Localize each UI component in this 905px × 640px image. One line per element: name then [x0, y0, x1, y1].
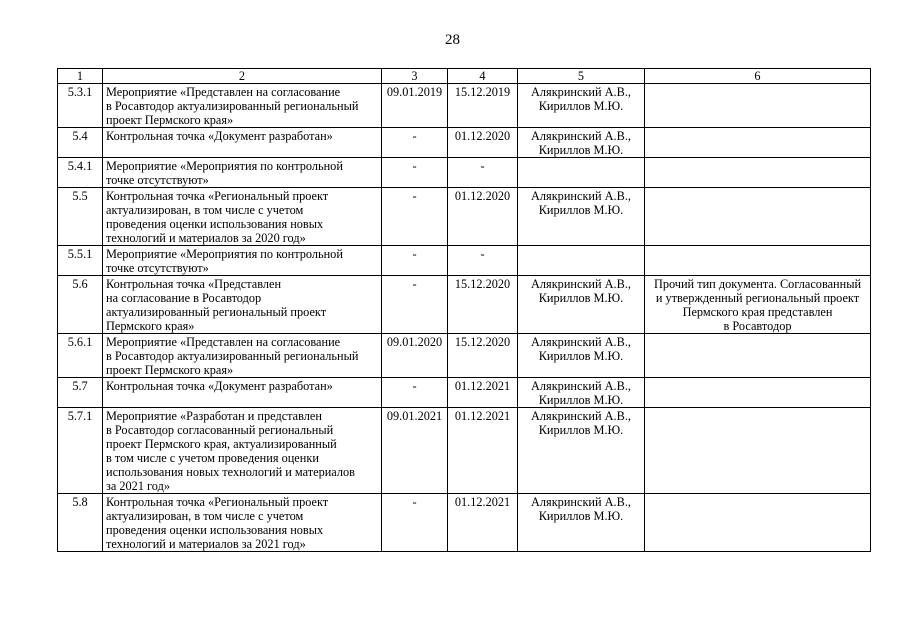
row-number: 5.6.1 — [58, 334, 103, 378]
table-row — [58, 158, 871, 188]
result-note — [645, 408, 871, 494]
end-date: 01.12.2021 — [448, 378, 518, 408]
event-description: Мероприятие «Представлен на согласование в Росавтодор актуализированный региональный проект Пермского края» — [103, 84, 382, 128]
start-date: - — [382, 188, 448, 246]
row-number: 5.5.1 — [58, 246, 103, 276]
table-row — [58, 246, 871, 276]
start-date: 09.01.2019 — [382, 84, 448, 128]
end-date: 01.12.2020 — [448, 128, 518, 158]
table-row — [58, 128, 871, 158]
responsible-persons — [518, 246, 645, 276]
page-number: 28 — [445, 32, 460, 48]
responsible-persons: Алякринский А.В., Кириллов М.Ю. — [518, 378, 645, 408]
event-description: Мероприятие «Разработан и представлен в Росавтодор согласованный региональный проект Пермского края, актуализированный в том числе с учетом проведения оценки использования новых технологий и материалов за 2021 год» — [103, 408, 382, 494]
responsible-persons: Алякринский А.В., Кириллов М.Ю. — [518, 494, 645, 552]
event-description: Контрольная точка «Документ разработан» — [103, 128, 382, 158]
row-number: 5.7.1 — [58, 408, 103, 494]
end-date: 01.12.2021 — [448, 494, 518, 552]
result-note — [645, 494, 871, 552]
event-description: Мероприятие «Представлен на согласование в Росавтодор актуализированный региональный проект Пермского края» — [103, 334, 382, 378]
table-row — [58, 408, 871, 494]
row-number: 5.4.1 — [58, 158, 103, 188]
end-date: 15.12.2020 — [448, 276, 518, 334]
result-note — [645, 378, 871, 408]
start-date: - — [382, 246, 448, 276]
start-date: - — [382, 378, 448, 408]
table-row — [58, 84, 871, 128]
event-description: Мероприятие «Мероприятия по контрольной точке отсутствуют» — [103, 158, 382, 188]
row-number: 5.3.1 — [58, 84, 103, 128]
column-header: 4 — [448, 69, 518, 84]
table-row — [58, 378, 871, 408]
result-note — [645, 188, 871, 246]
result-note — [645, 128, 871, 158]
responsible-persons: Алякринский А.В., Кириллов М.Ю. — [518, 128, 645, 158]
table-row — [58, 494, 871, 552]
plan-table — [57, 68, 871, 552]
responsible-persons: Алякринский А.В., Кириллов М.Ю. — [518, 84, 645, 128]
end-date: 01.12.2020 — [448, 188, 518, 246]
start-date: 09.01.2021 — [382, 408, 448, 494]
column-header: 2 — [103, 69, 382, 84]
column-header: 3 — [382, 69, 448, 84]
row-number: 5.5 — [58, 188, 103, 246]
row-number: 5.8 — [58, 494, 103, 552]
responsible-persons: Алякринский А.В., Кириллов М.Ю. — [518, 188, 645, 246]
table-row — [58, 188, 871, 246]
end-date: - — [448, 246, 518, 276]
table-header-row — [58, 69, 871, 84]
row-number: 5.7 — [58, 378, 103, 408]
start-date: - — [382, 276, 448, 334]
responsible-persons: Алякринский А.В., Кириллов М.Ю. — [518, 276, 645, 334]
column-header: 6 — [645, 69, 871, 84]
end-date: 15.12.2019 — [448, 84, 518, 128]
event-description: Мероприятие «Мероприятия по контрольной точке отсутствуют» — [103, 246, 382, 276]
row-number: 5.6 — [58, 276, 103, 334]
start-date: - — [382, 158, 448, 188]
result-note — [645, 158, 871, 188]
responsible-persons — [518, 158, 645, 188]
result-note — [645, 334, 871, 378]
result-note — [645, 246, 871, 276]
event-description: Контрольная точка «Представлен на согласование в Росавтодор актуализированный региональный проект Пермского края» — [103, 276, 382, 334]
table-row — [58, 276, 871, 334]
table-row — [58, 334, 871, 378]
end-date: 15.12.2020 — [448, 334, 518, 378]
column-header: 1 — [58, 69, 103, 84]
start-date: - — [382, 128, 448, 158]
responsible-persons: Алякринский А.В., Кириллов М.Ю. — [518, 334, 645, 378]
end-date: 01.12.2021 — [448, 408, 518, 494]
start-date: - — [382, 494, 448, 552]
row-number: 5.4 — [58, 128, 103, 158]
event-description: Контрольная точка «Региональный проект актуализирован, в том числе с учетом проведения оценки использования новых технологий и материалов за 2020 год» — [103, 188, 382, 246]
result-note: Прочий тип документа. Согласованный и утвержденный региональный проект Пермского края представлен в Росавтодор — [645, 276, 871, 334]
responsible-persons: Алякринский А.В., Кириллов М.Ю. — [518, 408, 645, 494]
event-description: Контрольная точка «Документ разработан» — [103, 378, 382, 408]
result-note — [645, 84, 871, 128]
event-description: Контрольная точка «Региональный проект актуализирован, в том числе с учетом проведения оценки использования новых технологий и материалов за 2021 год» — [103, 494, 382, 552]
start-date: 09.01.2020 — [382, 334, 448, 378]
column-header: 5 — [518, 69, 645, 84]
end-date: - — [448, 158, 518, 188]
